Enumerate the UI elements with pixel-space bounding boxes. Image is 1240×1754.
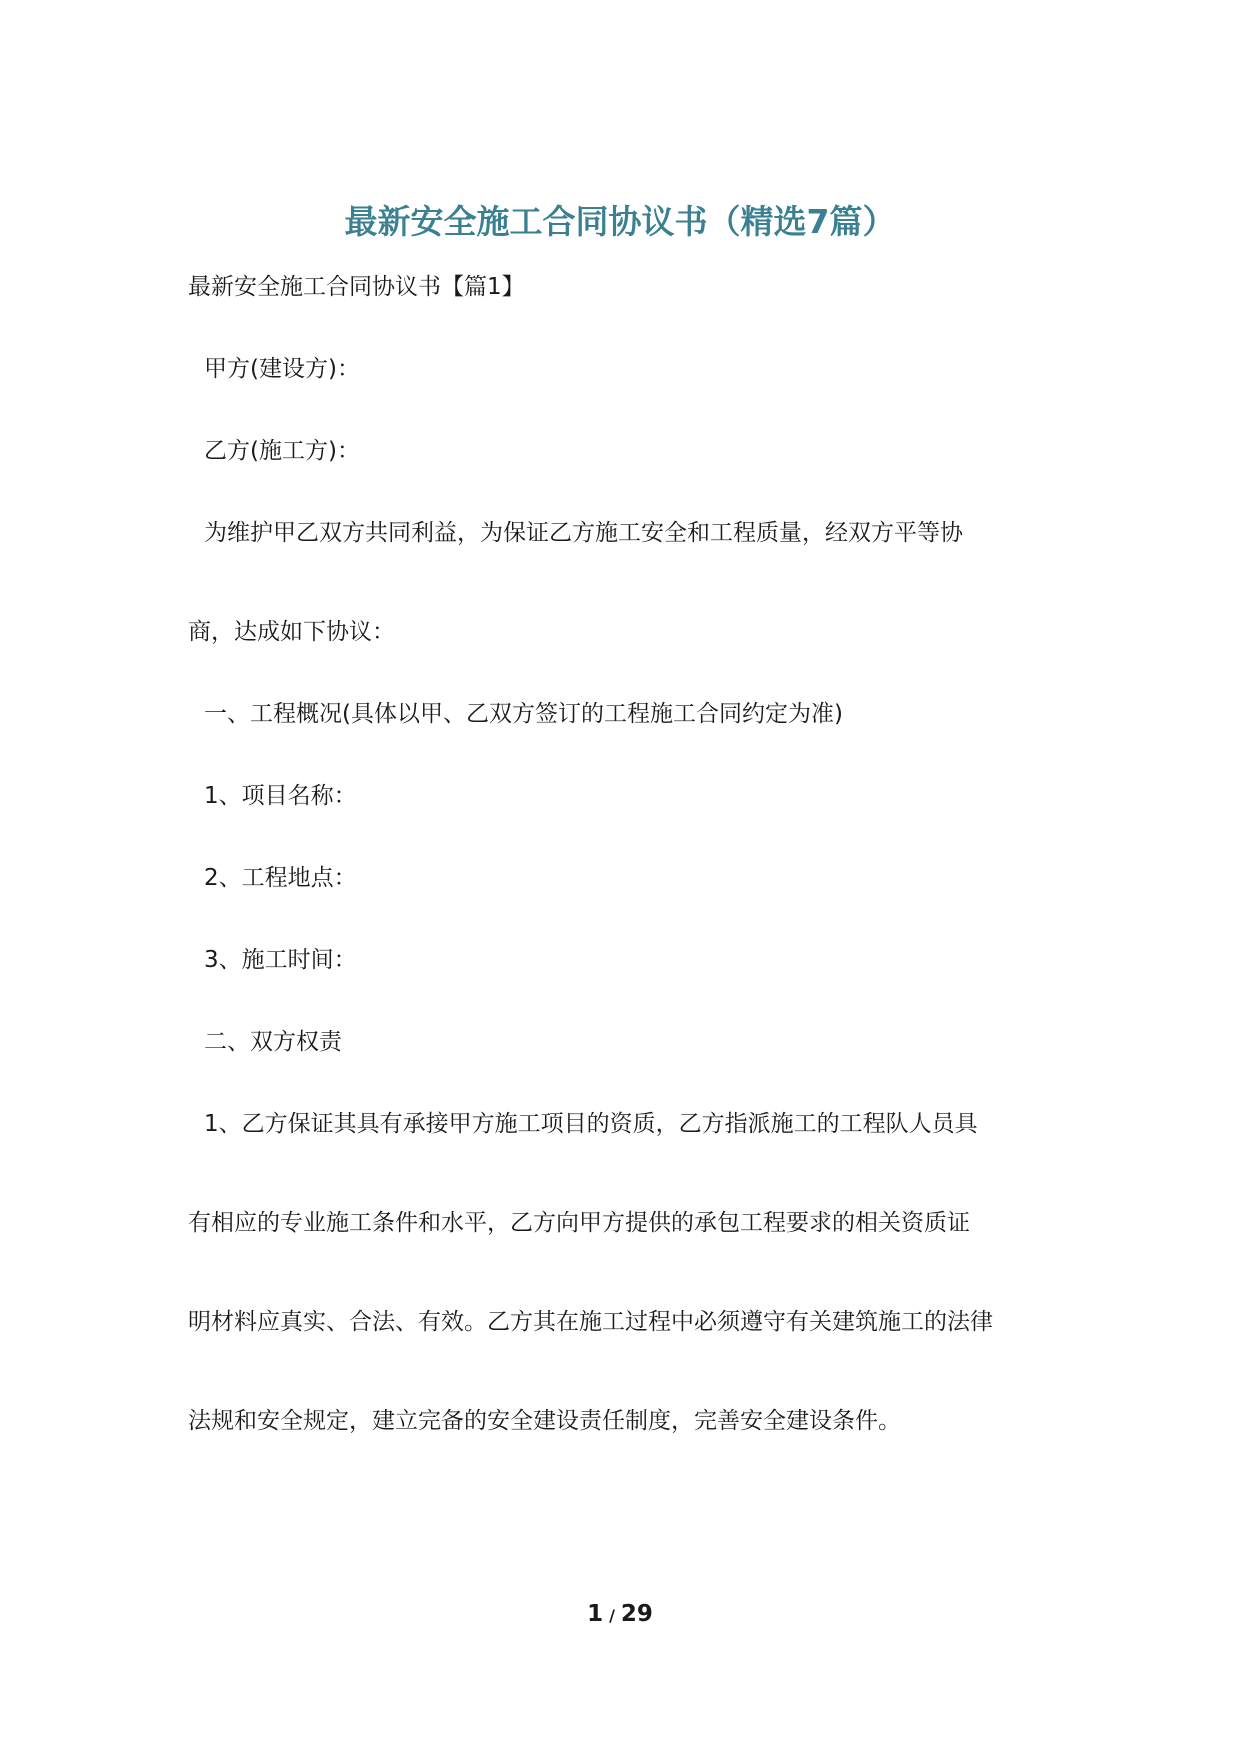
- section-heading: 最新安全施工合同协议书【篇1】: [188, 274, 525, 300]
- part-2-heading: 二、双方权责: [204, 1029, 342, 1055]
- clause-1-line-4: 法规和安全规定，建立完备的安全建设责任制度，完善安全建设条件。: [188, 1408, 901, 1434]
- project-location-item: 2、工程地点：: [204, 865, 357, 891]
- page-number: [0, 1601, 1240, 1627]
- clause-1-line-2: 有相应的专业施工条件和水平，乙方向甲方提供的承包工程要求的相关资质证: [188, 1210, 970, 1236]
- party-b-label: 乙方(施工方)：: [204, 438, 360, 464]
- party-a-label: 甲方(建设方)：: [204, 356, 360, 382]
- total-pages: 29: [620, 1601, 653, 1627]
- construction-time-item: 3、施工时间：: [204, 947, 357, 973]
- page-title: 最新安全施工合同协议书（精选7篇）: [344, 202, 896, 241]
- part-1-heading: 一、工程概况(具体以甲、乙双方签订的工程施工合同约定为准): [204, 701, 843, 727]
- page-separator: /: [609, 1606, 615, 1625]
- project-name-item: 1、项目名称：: [204, 783, 357, 809]
- intro-paragraph-line-1: 为维护甲乙双方共同利益，为保证乙方施工安全和工程质量，经双方平等协: [204, 520, 963, 546]
- intro-paragraph-line-2: 商，达成如下协议：: [188, 619, 395, 645]
- clause-1-line-3: 明材料应真实、合法、有效。乙方其在施工过程中必须遵守有关建筑施工的法律: [188, 1309, 993, 1335]
- current-page: 1: [587, 1601, 604, 1627]
- clause-1-line-1: 1、乙方保证其具有承接甲方施工项目的资质，乙方指派施工的工程队人员具: [204, 1111, 978, 1137]
